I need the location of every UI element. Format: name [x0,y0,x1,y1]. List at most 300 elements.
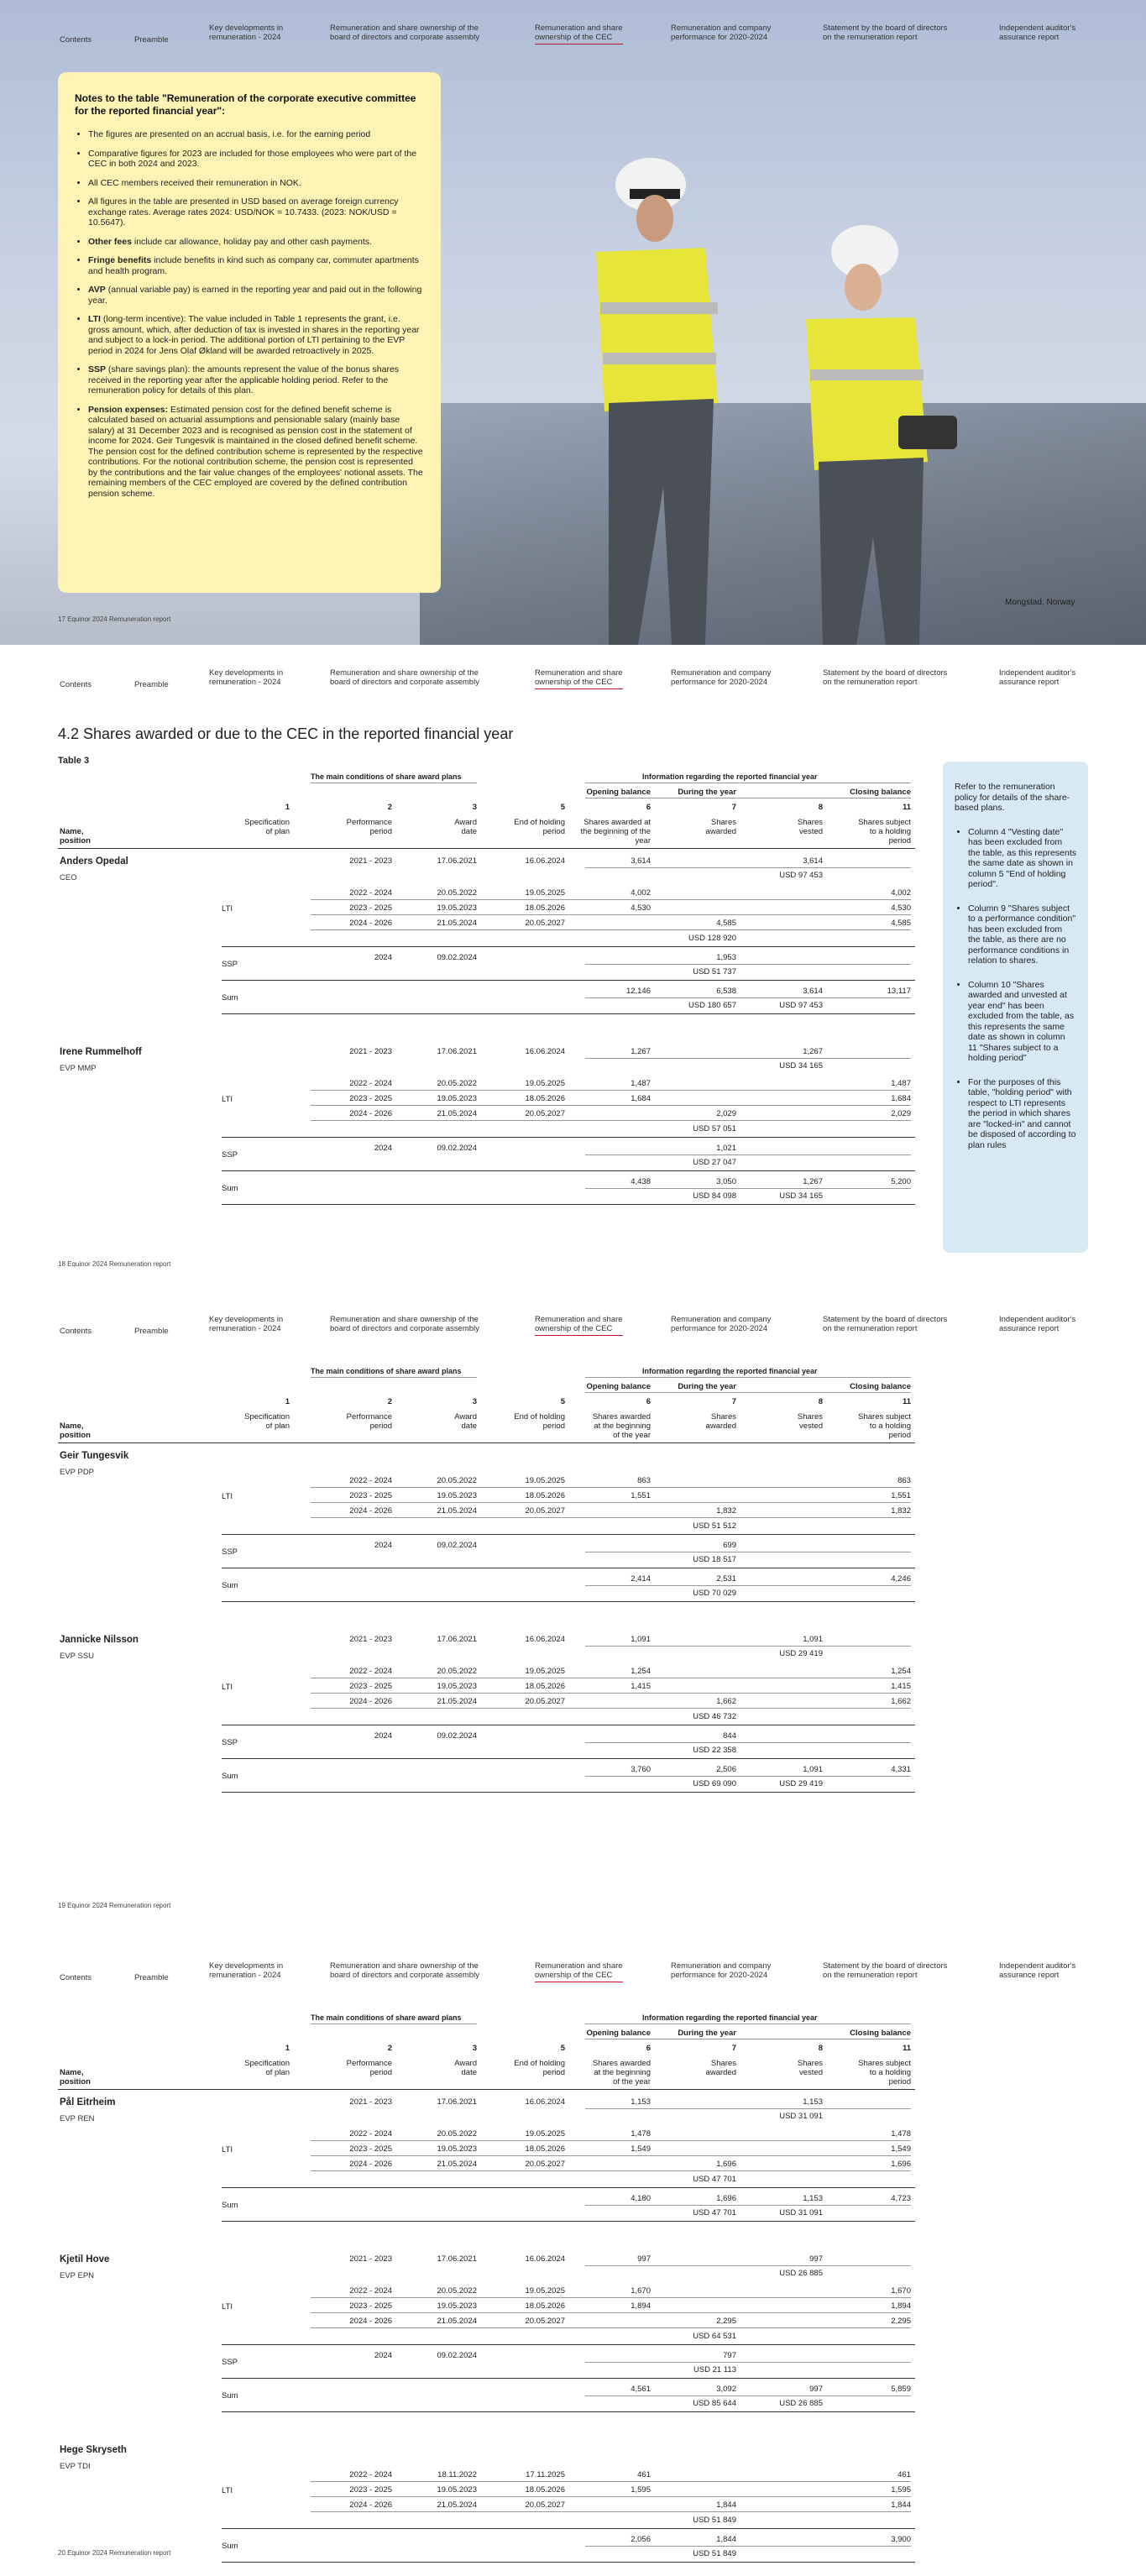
nav-contents[interactable]: Contents [60,680,92,689]
row-divider [222,1137,915,1138]
performance-period: 2023 - 2025 [349,2301,392,2311]
sidebar-note: • Column 10 "Shares awarded and unvested at year end" has been excluded from the table, as this represents the same date as shown in column 11 "Shares subject to a holding period" [968,980,1076,1064]
award-date: 20.05.2022 [437,1079,477,1088]
row-divider [311,929,911,930]
award-date: 19.05.2023 [437,2485,477,2495]
group-header-info: Information regarding the reported financial year [642,1367,818,1375]
spec-header: Specification of plan [244,818,290,836]
end-holding-date: 16.06.2024 [525,2097,565,2107]
ssp-award-date: 09.02.2024 [437,1144,477,1153]
end-holding-date: 18.05.2026 [525,1491,565,1500]
lti-label: LTI [222,1683,233,1692]
end-holding-header: End of holding period [514,2059,565,2077]
ssp-award-date: 09.02.2024 [437,1541,477,1550]
opening-shares: 1,595 [631,2485,651,2495]
row-divider [311,1487,911,1488]
performance-period: 2023 - 2025 [349,903,392,913]
shares-awarded: 1,844 [716,2500,736,2510]
nav-board-statement[interactable]: Statement by the board of directors on the remuneration report [823,24,948,42]
lti-label: LTI [222,2302,233,2312]
note-item: • Comparative figures for 2023 are included for those employees who were part of the CEC in both 2024 and 2023. [88,149,424,170]
ssp-usd: USD 51 737 [693,967,736,976]
photo-worker-left [537,151,756,645]
award-date-header: Award date [454,1412,477,1431]
row-divider [585,2265,911,2266]
row-divider [585,1776,911,1777]
row-divider [311,1708,911,1709]
opening-shares: 1,254 [631,1667,651,1676]
row-divider [311,2511,911,2512]
lti-usd: USD 57 051 [693,1124,736,1134]
shares-vested-header: Shares vested [797,2059,823,2077]
lti-label: LTI [222,2486,233,2495]
performance-header: Performance period [346,2059,392,2077]
vested-usd: USD 29 419 [779,1649,823,1658]
row-divider [585,1585,911,1586]
holding-shares: 1,478 [891,2129,911,2139]
nav-cec-remuneration[interactable]: Remuneration and share ownership of the CEC [535,1315,623,1336]
spec-header: Specification of plan [244,1412,290,1431]
note-item: • Pension expenses: Estimated pension cost for the defined benefit scheme is calculated based on actuarial assumptions and pensionable salary (mainly base salary) at 31 December 2023 and is recognised as pension cost in the statement of income for 2024. Geir Tungesvik is maintained in the closed defined benefit scheme. The pension cost for the defined contribution scheme is represented by the respective contributions. For the notional contribution scheme, the pension cost is represented by the contributions and the fair value changes of the employees' notional assets. The remaining members of the CEC employed are covered by the defined contribution pension scheme. [88,405,424,500]
performance-period: 2024 - 2026 [349,1109,392,1118]
nav-auditor-report[interactable]: Independent auditor's assurance report [999,1961,1076,1980]
note-item: • AVP (annual variable pay) is earned in the reporting year and paid out in the following year. [88,285,424,306]
row-divider [311,1120,911,1121]
award-date: 20.05.2022 [437,888,477,898]
row-divider [311,1502,911,1503]
lti-usd: USD 46 732 [693,1712,736,1721]
notes-box [58,72,441,593]
nav-company-performance[interactable]: Remuneration and company performance for 2020-2024 [671,1315,772,1333]
sum-awarded-usd: USD 84 098 [693,1191,736,1201]
opening-shares: 1,153 [631,2097,651,2107]
sum-awarded-usd: USD 47 701 [693,2208,736,2217]
person-name: Irene Rummelhoff [60,1047,142,1057]
column-number: 8 [818,2044,823,2053]
sum-awarded-usd: USD 85 644 [693,2399,736,2408]
nav-key-developments[interactable]: Key developments in remuneration - 2024 [209,1315,284,1333]
nav-contents[interactable]: Contents [60,1973,92,1982]
column-number: 11 [902,1397,911,1406]
sum-awarded: 2,506 [716,1765,736,1774]
end-holding-header: End of holding period [514,818,565,836]
nav-contents[interactable]: Contents [60,35,92,45]
nav-company-performance[interactable]: Remuneration and company performance for 2020-2024 [671,1961,772,1980]
performance-period: 2024 - 2026 [349,2160,392,2169]
row-divider [222,2187,915,2188]
end-holding-date: 18.05.2026 [525,903,565,913]
holding-shares: 1,662 [891,1697,911,1706]
award-date: 19.05.2023 [437,1094,477,1103]
lti-label: LTI [222,904,233,914]
award-date: 21.05.2024 [437,1109,477,1118]
performance-header: Performance period [346,818,392,836]
row-divider [311,1377,477,1378]
holding-shares: 2,295 [891,2317,911,2326]
column-number: 11 [902,2044,911,2053]
nav-key-developments[interactable]: Key developments in remuneration - 2024 [209,24,284,42]
column-number: 5 [560,1397,565,1406]
sum-awarded: 2,531 [716,1574,736,1584]
opening-shares: 1,478 [631,2129,651,2139]
performance-period: 2022 - 2024 [349,2286,392,2296]
performance-period: 2024 - 2026 [349,919,392,928]
note-item: • Fringe benefits include benefits in kind such as company car, commuter apartments and health program. [88,255,424,276]
performance-period: 2022 - 2024 [349,888,392,898]
section-title: 4.2 Shares awarded or due to the CEC in the reported financial year [58,725,514,742]
page-footer: 17 Equinor 2024 Remuneration report [58,615,171,623]
end-holding-date: 19.05.2025 [525,2286,565,2296]
end-holding-date: 18.05.2026 [525,1682,565,1691]
nav-board-statement[interactable]: Statement by the board of directors on the remuneration report [823,668,948,687]
holding-shares: 1,254 [891,1667,911,1676]
row-divider [222,2378,915,2379]
ssp-label: SSP [222,960,238,969]
holding-shares: 1,415 [891,1682,911,1691]
award-date: 19.05.2023 [437,1682,477,1691]
page-footer: 20 Equinor 2024 Remuneration report [58,2549,171,2557]
row-divider [585,1742,911,1743]
opening-shares: 3,614 [631,856,651,866]
sum-awarded: 3,092 [716,2385,736,2394]
holding-shares: 1,684 [891,1094,911,1103]
row-divider [222,2562,915,2563]
nav-preamble[interactable]: Preamble [134,1327,169,1336]
award-date: 17.06.2021 [437,1047,477,1056]
row-divider [311,914,911,915]
ssp-year: 2024 [374,1541,392,1550]
ssp-year: 2024 [374,1144,392,1153]
lti-usd: USD 64 531 [693,2332,736,2341]
end-holding-date: 18.05.2026 [525,2485,565,2495]
nav-cec-remuneration[interactable]: Remuneration and share ownership of the CEC [535,24,623,45]
award-date: 21.05.2024 [437,919,477,928]
column-number: 2 [387,2044,392,2053]
column-number: 8 [818,803,823,812]
holding-shares: 461 [897,2470,911,2479]
end-holding-date: 18.05.2026 [525,1094,565,1103]
opening-shares: 1,267 [631,1047,651,1056]
group-header-plans: The main conditions of share award plans [311,1367,462,1375]
sum-vested: 997 [809,2385,823,2394]
nav-auditor-report[interactable]: Independent auditor's assurance report [999,1315,1076,1333]
row-divider [311,1517,911,1518]
ssp-year: 2024 [374,1731,392,1741]
award-date: 21.05.2024 [437,1506,477,1516]
person-position: EVP REN [60,2114,95,2123]
award-date: 17.06.2021 [437,856,477,866]
nav-preamble[interactable]: Preamble [134,35,169,45]
end-holding-header: End of holding period [514,1412,565,1431]
sum-closing: 5,200 [891,1177,911,1186]
opening-balance-header: Opening balance [586,2029,651,2038]
sum-opening: 4,561 [631,2385,651,2394]
shares-awarded-header: Shares awarded [705,1412,736,1431]
during-year-header: During the year [678,788,736,797]
performance-period: 2024 - 2026 [349,1506,392,1516]
name-position-header: Name, position [60,2068,91,2086]
nav-key-developments[interactable]: Key developments in remuneration - 2024 [209,668,284,687]
opening-shares: 1,487 [631,1079,651,1088]
row-divider [311,1105,911,1106]
sum-label: Sum [222,1772,238,1781]
row-divider [585,2395,911,2396]
end-holding-date: 19.05.2025 [525,1667,565,1676]
row-divider [585,997,911,998]
sum-vested-usd: USD 97 453 [779,1001,823,1010]
row-divider [311,2481,911,2482]
holding-shares: 2,029 [891,1109,911,1118]
note-item: • LTI (long-term incentive): The value included in Table 1 represents the grant, i.e. gross amount, which, after deduction of tax is invested in shares in the reporting year and subject to a lock-in period. The additional portion of LTI pertaining to the EVP period in 2024 for Jens Olaf Økland will be awarded retroactively in 2025. [88,314,424,356]
page-19 [0,1291,1146,1938]
page-20 [0,1938,1146,2576]
sum-vested-usd: USD 34 165 [779,1191,823,1201]
sidebar-note: • Column 4 "Vesting date" has been excluded from the table, as this represents the same date as shown in column 5 "End of holding period". [968,827,1076,890]
ssp-label: SSP [222,1738,238,1747]
award-date: 19.05.2023 [437,2144,477,2154]
person-position: EVP EPN [60,2271,95,2280]
opening-shares: 1,091 [631,1635,651,1644]
end-holding-date: 20.05.2027 [525,1697,565,1706]
opening-shares: 1,670 [631,2286,651,2296]
shares-awarded: 1,832 [716,1506,736,1516]
nav-cec-remuneration[interactable]: Remuneration and share ownership of the CEC [535,668,623,689]
sum-vested: 3,614 [803,987,823,996]
opening-shares: 863 [637,1476,651,1485]
column-number: 6 [646,2044,651,2053]
person-name: Geir Tungesvik [60,1451,129,1461]
column-number: 11 [902,803,911,812]
sum-awarded: 1,844 [716,2535,736,2544]
performance-period: 2024 - 2026 [349,1697,392,1706]
sum-opening: 4,438 [631,1177,651,1186]
performance-period: 2023 - 2025 [349,2144,392,2154]
opening-shares: 4,530 [631,903,651,913]
notes-title: Notes to the table "Remuneration of the corporate executive committee for the reported financial year": [75,92,416,117]
award-date-header: Award date [454,818,477,836]
shares-awarded: 4,585 [716,919,736,928]
nav-board-statement[interactable]: Statement by the board of directors on the remuneration report [823,1315,948,1333]
award-date: 20.05.2022 [437,1476,477,1485]
ssp-shares: 1,021 [716,1144,736,1153]
column-number: 3 [472,803,477,812]
ssp-award-date: 09.02.2024 [437,2351,477,2360]
top-nav [0,0,1146,45]
row-divider [58,848,915,849]
opening-shares: 1,684 [631,1094,651,1103]
ssp-label: SSP [222,1150,238,1160]
shares-awarded-header: Shares awarded [705,2059,736,2077]
row-divider [585,2546,911,2547]
performance-period: 2023 - 2025 [349,2485,392,2495]
nav-auditor-report[interactable]: Independent auditor's assurance report [999,24,1076,42]
nav-board-remuneration[interactable]: Remuneration and share ownership of the board of directors and corporate assembly [330,1961,479,1980]
closing-balance-header: Closing balance [850,1382,911,1391]
performance-period: 2022 - 2024 [349,1079,392,1088]
award-date: 21.05.2024 [437,2160,477,2169]
ssp-usd: USD 22 358 [693,1746,736,1755]
lti-label: LTI [222,2145,233,2155]
holding-shares: 1,844 [891,2500,911,2510]
column-number: 5 [560,2044,565,2053]
end-holding-date: 19.05.2025 [525,2129,565,2139]
shares-awarded: 1,696 [716,2160,736,2169]
sum-vested-usd: USD 29 419 [779,1779,823,1788]
group-header-plans: The main conditions of share award plans [311,772,462,781]
end-holding-date: 17.11.2025 [526,2470,565,2479]
nav-preamble[interactable]: Preamble [134,680,169,689]
lti-label: LTI [222,1492,233,1501]
ssp-usd: USD 18 517 [693,1555,736,1564]
holding-shares: 4,585 [891,919,911,928]
performance-period: 2023 - 2025 [349,1682,392,1691]
vested-usd: USD 31 091 [779,2112,823,2121]
row-divider [585,1392,911,1393]
shares-awarded: 1,662 [716,1697,736,1706]
holding-shares-header: Shares subject to a holding period [858,1412,911,1440]
during-year-header: During the year [678,1382,736,1391]
row-divider [58,2089,915,2090]
holding-shares: 1,670 [891,2286,911,2296]
sum-label: Sum [222,1184,238,1193]
award-date: 20.05.2022 [437,1667,477,1676]
nav-board-remuneration[interactable]: Remuneration and share ownership of the board of directors and corporate assembly [330,668,479,687]
row-divider [585,1058,911,1059]
person-name: Hege Skryseth [60,2445,127,2455]
nav-auditor-report[interactable]: Independent auditor's assurance report [999,668,1076,687]
person-name: Pål Eitrheim [60,2097,116,2107]
nav-board-statement[interactable]: Statement by the board of directors on the remuneration report [823,1961,948,1980]
closing-balance-header: Closing balance [850,788,911,797]
page-footer: 19 Equinor 2024 Remuneration report [58,1902,171,1909]
opening-shares: 1,894 [631,2301,651,2311]
opening-shares-header: Shares awarded at the beginning of the year [580,818,651,846]
top-nav [0,1291,1146,1336]
sum-opening: 12,146 [625,987,651,996]
award-date: 19.05.2023 [437,2301,477,2311]
ssp-label: SSP [222,2358,238,2367]
performance-period: 2022 - 2024 [349,2129,392,2139]
row-divider [311,2155,911,2156]
end-holding-date: 20.05.2027 [525,2500,565,2510]
performance-period: 2021 - 2023 [349,2254,392,2264]
sum-opening: 3,760 [631,1765,651,1774]
sum-vested-usd: USD 26 885 [779,2399,823,2408]
row-divider [311,2312,911,2313]
ssp-shares: 797 [723,2351,736,2360]
ssp-label: SSP [222,1547,238,1557]
holding-shares: 1,487 [891,1079,911,1088]
opening-shares: 1,549 [631,2144,651,2154]
ssp-year: 2024 [374,953,392,962]
row-divider [585,1646,911,1647]
holding-shares: 1,595 [891,2485,911,2495]
sidebar-note: • For the purposes of this table, "holding period" with respect to LTI represents the period in which shares are "locked-in" and cannot be disposed of according to plan rules [968,1077,1076,1151]
table-label: Table 3 [58,756,90,766]
nav-board-remuneration[interactable]: Remuneration and share ownership of the board of directors and corporate assembly [330,24,479,42]
end-holding-date: 19.05.2025 [525,1079,565,1088]
sidebar-intro: Refer to the remuneration policy for details of the share-based plans. [955,782,1070,813]
performance-period: 2024 - 2026 [349,2317,392,2326]
performance-header: Performance period [346,1412,392,1431]
sum-closing: 5,859 [891,2385,911,2394]
performance-period: 2023 - 2025 [349,1094,392,1103]
sidebar-note: • Column 9 "Shares subject to a performance condition" has been excluded from the table, as there are no performance conditions in relation to shares. [968,903,1076,966]
sum-label: Sum [222,2201,238,2210]
nav-company-performance[interactable]: Remuneration and company performance for 2020-2024 [671,24,772,42]
sum-awarded-usd: USD 69 090 [693,1779,736,1788]
shares-vested: 1,267 [803,1047,823,1056]
sum-awarded: 6,538 [716,987,736,996]
opening-balance-header: Opening balance [586,1382,651,1391]
sum-awarded: 1,696 [716,2194,736,2203]
column-number: 8 [818,1397,823,1406]
column-number: 7 [731,2044,736,2053]
row-divider [222,1013,915,1014]
opening-shares-header: Shares awarded at the beginning of the year [592,1412,651,1440]
row-divider [585,2205,911,2206]
spec-header: Specification of plan [244,2059,290,2077]
person-name: Anders Opedal [60,856,128,867]
performance-period: 2022 - 2024 [349,2470,392,2479]
nav-board-remuneration[interactable]: Remuneration and share ownership of the board of directors and corporate assembly [330,1315,479,1333]
opening-shares: 1,551 [631,1491,651,1500]
row-divider [222,2344,915,2345]
person-name: Jannicke Nilsson [60,1635,139,1645]
row-divider [222,1534,915,1535]
sum-vested: 1,267 [803,1177,823,1186]
sum-closing: 3,900 [891,2535,911,2544]
end-holding-date: 16.06.2024 [525,1047,565,1056]
column-number: 3 [472,2044,477,2053]
lti-usd: USD 51 849 [693,2516,736,2525]
shares-vested: 997 [809,2254,823,2264]
holding-shares: 1,832 [891,1506,911,1516]
group-header-info: Information regarding the reported financial year [642,772,818,781]
note-item: • The figures are presented on an accrual basis, i.e. for the earning period [88,129,424,140]
end-holding-date: 16.06.2024 [525,1635,565,1644]
end-holding-date: 20.05.2027 [525,1109,565,1118]
performance-period: 2022 - 2024 [349,1667,392,1676]
opening-shares-header: Shares awarded at the beginning of the year [592,2059,651,2086]
nav-cec-remuneration[interactable]: Remuneration and share ownership of the CEC [535,1961,623,1982]
sum-label: Sum [222,2391,238,2401]
nav-contents[interactable]: Contents [60,1327,92,1336]
row-divider [585,964,911,965]
row-divider [222,1792,915,1793]
column-number: 2 [387,1397,392,1406]
row-divider [222,1758,915,1759]
nav-key-developments[interactable]: Key developments in remuneration - 2024 [209,1961,284,1980]
performance-period: 2021 - 2023 [349,1635,392,1644]
nav-preamble[interactable]: Preamble [134,1973,169,1982]
end-holding-date: 20.05.2027 [525,919,565,928]
photo-caption: Mongstad, Norway [1005,598,1075,607]
group-header-info: Information regarding the reported financial year [642,2013,818,2022]
end-holding-date: 19.05.2025 [525,1476,565,1485]
row-divider [222,946,915,947]
award-date: 20.05.2022 [437,2129,477,2139]
column-number: 3 [472,1397,477,1406]
nav-company-performance[interactable]: Remuneration and company performance for 2020-2024 [671,668,772,687]
vested-usd: USD 97 453 [779,871,823,880]
page-18 [0,645,1146,1291]
performance-period: 2022 - 2024 [349,1476,392,1485]
holding-shares: 1,696 [891,2160,911,2169]
end-holding-date: 18.05.2026 [525,2144,565,2154]
award-date: 21.05.2024 [437,2500,477,2510]
column-number: 7 [731,803,736,812]
